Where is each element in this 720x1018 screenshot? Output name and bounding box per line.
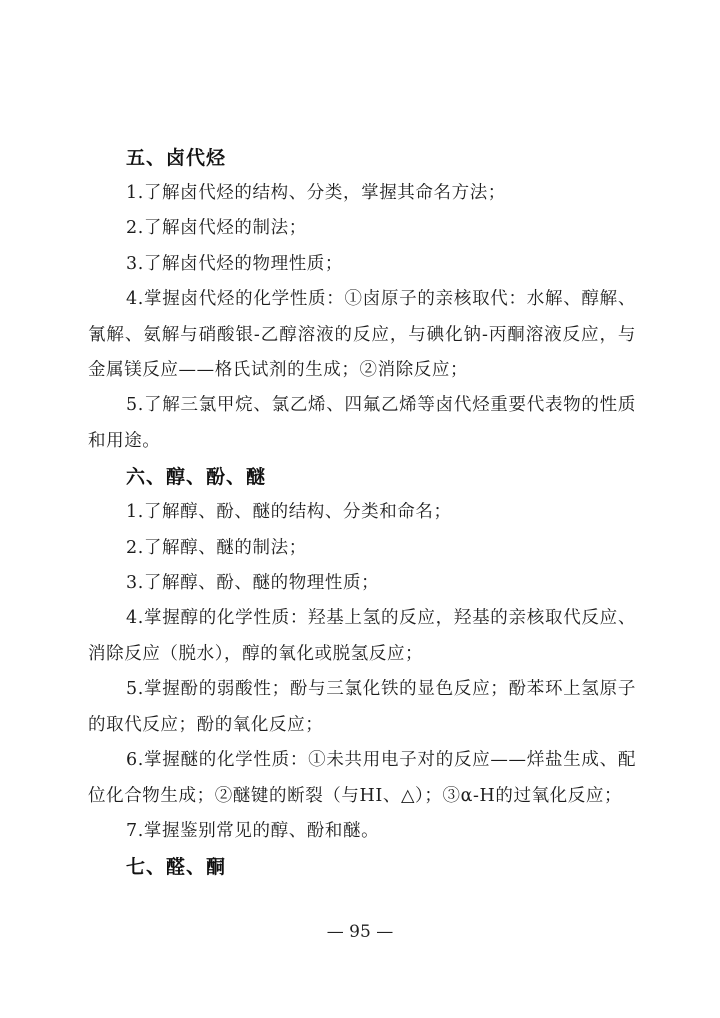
list-item: 3.了解卤代烃的物理性质； [126, 253, 343, 274]
list-item: 4.掌握醇的化学性质：羟基上氢的反应，羟基的亲核取代反应、消除反应（脱水），醇的氧化或脱氢反应； [88, 608, 636, 664]
list-item: 6.掌握醚的化学性质：①未共用电子对的反应——烊盐生成、配位化合物生成；②醚键的断裂（与HI、△）；③α-H的过氧化反应； [88, 750, 636, 806]
list-item: 3.了解醇、酚、醚的物理性质； [126, 573, 380, 594]
section-heading: 五、卤代烃 [126, 147, 227, 169]
list-item: 1.了解醇、酚、醚的结构、分类和命名； [126, 502, 452, 523]
list-item: 2.了解醇、醚的制法； [126, 537, 307, 558]
section-heading: 六、醇、酚、醚 [126, 466, 267, 489]
list-item: 1.了解卤代烃的结构、分类，掌握其命名方法； [126, 183, 506, 203]
list-item: 5.了解三氯甲烷、氯乙烯、四氟乙烯等卤代烃重要代表物的性质和用途。 [88, 395, 636, 451]
list-item: 4.掌握卤代烃的化学性质：①卤原子的亲核取代：水解、醇解、氰解、氨解与硝酸银-乙醇溶液的反应，与碘化钠-丙酮溶液反应，与金属镁反应——格氏试剂的生成；②消除反应； [88, 289, 636, 381]
page-number: — 95 — [326, 922, 394, 942]
document-body [88, 140, 636, 885]
section-heading: 七、醛、酮 [126, 856, 227, 879]
list-item: 2.了解卤代烃的制法； [126, 218, 307, 239]
list-item: 5.掌握酚的弱酸性；酚与三氯化铁的显色反应；酚苯环上氢原子的取代反应；酚的氧化反应； [88, 679, 636, 735]
list-item: 7.掌握鉴别常见的醇、酚和醚。 [126, 820, 380, 841]
